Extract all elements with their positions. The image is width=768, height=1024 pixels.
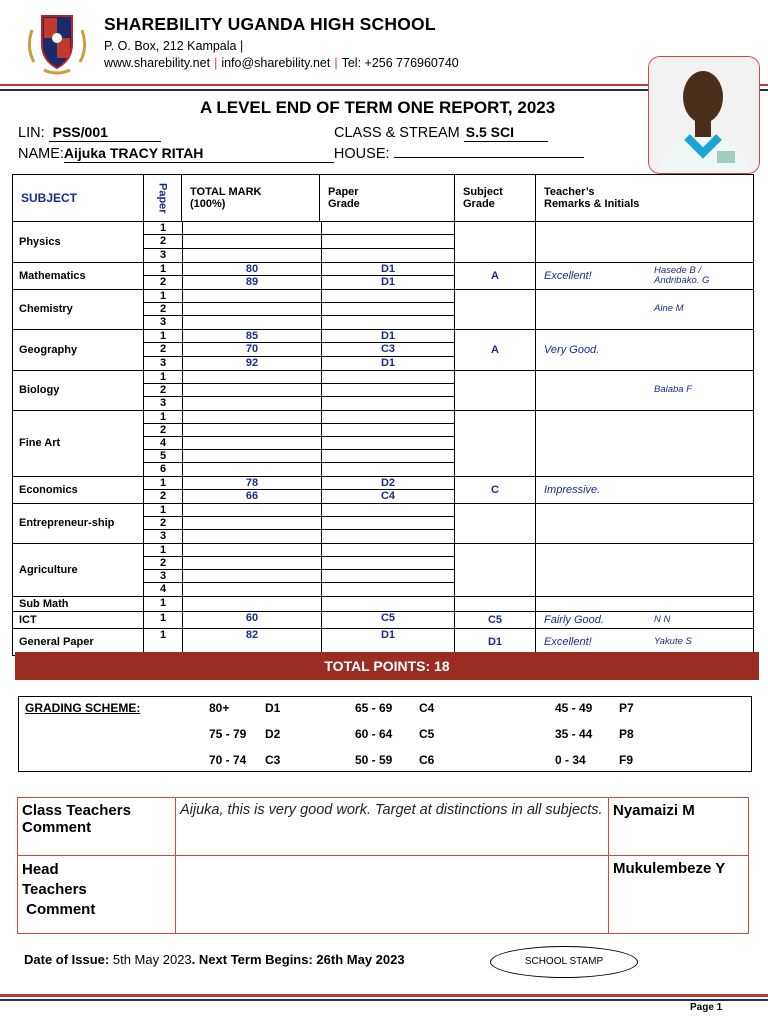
- subject-name: Entrepreneur-ship: [13, 503, 144, 543]
- page-number: Page 1: [690, 1002, 723, 1013]
- class-row: [334, 124, 548, 142]
- subject-name: Physics: [13, 222, 144, 263]
- class-teacher-comment: Aijuka, this is very good work. Target at distinctions in all subjects.: [176, 798, 609, 856]
- subject-grade: D1: [455, 628, 536, 655]
- paper-grade: [322, 450, 454, 462]
- paper-grade: C3: [380, 343, 396, 356]
- subject-row: [13, 543, 754, 596]
- teacher-initials: Balaba F: [654, 384, 693, 396]
- paper-grade: [322, 557, 454, 569]
- subject-grade: [455, 410, 536, 476]
- head-teacher-label-line2: Teachers: [22, 881, 87, 898]
- paper-number: 2: [159, 516, 167, 529]
- teacher-initials: Aine M: [654, 303, 684, 315]
- papers-cell: [144, 410, 455, 476]
- subject-row: [13, 222, 754, 263]
- subject-row: [13, 410, 754, 476]
- subject-grade-header-line2: Grade: [463, 198, 495, 210]
- subject-grade: [455, 370, 536, 410]
- paper-number: 2: [159, 343, 167, 356]
- subject-grade-header: [455, 175, 536, 222]
- paper-grade: [322, 517, 454, 529]
- paper-mark: [182, 597, 322, 611]
- grade-range: 65 - 69: [355, 701, 393, 715]
- head-teacher-label: [18, 856, 176, 934]
- paper-grade-header-line1: Paper: [328, 186, 359, 198]
- subject-header: SUBJECT: [13, 175, 144, 222]
- paper-row: [144, 263, 454, 276]
- paper-row: [144, 570, 454, 583]
- paper-grade: [322, 424, 454, 436]
- subject-grade: [455, 503, 536, 543]
- paper-number: 1: [159, 543, 167, 556]
- paper-row: [144, 504, 454, 517]
- paper-row: [144, 290, 454, 303]
- paper-mark: [182, 235, 322, 247]
- paper-grade: C5: [380, 611, 396, 624]
- report-title: A LEVEL END OF TERM ONE REPORT, 2023: [200, 98, 556, 117]
- paper-number: 1: [159, 596, 167, 609]
- remarks-header-line2: Remarks & Initials: [544, 198, 640, 210]
- paper-row: [144, 303, 454, 316]
- grade-code: D1: [265, 701, 281, 715]
- paper-number: 1: [159, 222, 167, 234]
- paper-number: 2: [159, 556, 167, 569]
- telephone: Tel: +256 776960740: [341, 56, 459, 70]
- grade-range: 70 - 74: [209, 753, 247, 767]
- paper-mark: 82: [182, 629, 322, 655]
- grade-code: P7: [619, 701, 634, 715]
- paper-row: [144, 583, 454, 596]
- total-points-bar: TOTAL POINTS: 18: [15, 652, 759, 680]
- lin-label: LIN:: [18, 125, 45, 141]
- paper-grade: [322, 570, 454, 582]
- paper-row: [144, 371, 454, 384]
- subject-row: [13, 476, 754, 503]
- subject-name: Economics: [13, 476, 144, 503]
- paper-mark: [182, 384, 322, 396]
- paper-number: 1: [159, 329, 167, 342]
- class-teacher-label: [18, 798, 176, 856]
- paper-number: 3: [159, 569, 167, 582]
- teacher-remark: Fairly Good.: [544, 613, 604, 626]
- paper-grade: [322, 530, 454, 543]
- paper-mark: [182, 463, 322, 476]
- paper-grade: [322, 303, 454, 315]
- paper-number: 2: [159, 302, 167, 315]
- paper-mark: 80: [182, 263, 322, 275]
- teacher-remark: Very Good.: [544, 343, 600, 356]
- paper-number: 2: [159, 489, 167, 502]
- paper-grade-header: [320, 175, 455, 222]
- school-address: P. O. Box, 212 Kampala |: [104, 39, 244, 53]
- paper-mark: 70: [182, 343, 322, 355]
- papers-cell: [144, 503, 455, 543]
- papers-cell: [144, 222, 455, 263]
- grade-code: C5: [419, 727, 435, 741]
- paper-mark: [182, 249, 322, 262]
- next-term: Next Term Begins: 26th May 2023: [198, 952, 405, 967]
- paper-row: [144, 544, 454, 557]
- teacher-remark-cell: [536, 611, 754, 628]
- paper-number: 1: [159, 410, 167, 423]
- teacher-remark-cell: [536, 370, 754, 410]
- paper-mark: [182, 504, 322, 516]
- teacher-initials: Hasede B / Andribako. G: [654, 264, 710, 286]
- subject-name: Geography: [13, 329, 144, 370]
- teacher-initials: Yakute S: [654, 635, 692, 647]
- comments-table: [17, 797, 749, 934]
- class-teacher-row: [18, 798, 749, 856]
- paper-grade: C4: [380, 489, 396, 502]
- grading-scheme-box: [18, 696, 752, 772]
- paper-mark: [182, 424, 322, 436]
- paper-mark: [182, 303, 322, 315]
- paper-mark: [182, 450, 322, 462]
- grade-code: D2: [265, 727, 281, 741]
- head-teacher-label-line1: Head: [22, 861, 59, 878]
- paper-number: 2: [159, 383, 167, 396]
- grade-range: 60 - 64: [355, 727, 393, 741]
- paper-row: [144, 357, 454, 370]
- paper-grade: [322, 371, 454, 383]
- paper-header: Paper: [156, 182, 169, 214]
- name-value-field: [64, 145, 334, 163]
- paper-grade: [322, 290, 454, 302]
- paper-number: 1: [159, 476, 167, 489]
- paper-grade: [322, 316, 454, 329]
- grade-range: 35 - 44: [555, 727, 593, 741]
- paper-grade: [322, 504, 454, 516]
- paper-number: 5: [159, 449, 167, 462]
- paper-number: 2: [159, 235, 167, 248]
- paper-number: 3: [159, 315, 167, 328]
- subject-grade: A: [455, 262, 536, 289]
- paper-mark: [182, 397, 322, 410]
- remarks-header-line1: Teacher’s: [544, 186, 595, 198]
- paper-mark: 85: [182, 330, 322, 342]
- paper-grade: D1: [380, 275, 396, 288]
- class-value: S.5 SCI: [465, 124, 514, 140]
- total-mark-header-line2: (100%): [190, 198, 226, 210]
- paper-mark: [182, 530, 322, 543]
- paper-row: [144, 612, 454, 628]
- grade-code: P8: [619, 727, 634, 741]
- paper-mark: [182, 371, 322, 383]
- paper-mark: 92: [182, 357, 322, 370]
- teacher-remark-cell: [536, 222, 754, 263]
- paper-number: 6: [159, 462, 167, 475]
- name-value: Aijuka TRACY RITAH: [63, 145, 204, 161]
- grade-range: 75 - 79: [209, 727, 247, 741]
- paper-number: 2: [159, 423, 167, 436]
- email: info@sharebility.net: [221, 56, 331, 70]
- paper-mark: 66: [182, 490, 322, 503]
- paper-number: 3: [159, 396, 167, 409]
- paper-row: [144, 477, 454, 490]
- school-name: SHAREBILITY UGANDA HIGH SCHOOL: [104, 14, 436, 34]
- paper-grade: [322, 235, 454, 247]
- subject-grade: C5: [455, 611, 536, 628]
- issue-date: 5th May 2023: [112, 952, 192, 967]
- grade-code: F9: [619, 753, 634, 767]
- paper-mark: [182, 557, 322, 569]
- subject-grade: [455, 596, 536, 611]
- class-value-field: [464, 124, 548, 142]
- paper-row: [144, 411, 454, 424]
- paper-mark: 78: [182, 477, 322, 489]
- subject-grade: [455, 222, 536, 263]
- subject-name: General Paper: [13, 628, 144, 655]
- paper-row: [144, 424, 454, 437]
- paper-mark: [182, 570, 322, 582]
- paper-mark: 60: [182, 612, 322, 628]
- papers-cell: [144, 370, 455, 410]
- school-stamp: SCHOOL STAMP: [490, 946, 638, 978]
- paper-grade: [322, 437, 454, 449]
- marks-table: [12, 174, 754, 656]
- paper-row: [144, 316, 454, 329]
- paper-mark: [182, 290, 322, 302]
- footer-rule-red: [0, 994, 768, 997]
- student-photo: [648, 56, 760, 174]
- total-mark-header-line1: TOTAL MARK: [190, 186, 262, 198]
- paper-grade: [322, 463, 454, 476]
- teacher-remark-cell: [536, 503, 754, 543]
- paper-grade: [322, 384, 454, 396]
- issue-line: Date of Issue: 5th May 2023. Next Term Begins: 26th May 2023: [24, 952, 405, 967]
- paper-mark: [182, 544, 322, 556]
- paper-number: 3: [159, 356, 167, 369]
- paper-number: 1: [159, 370, 167, 383]
- name-row: [18, 145, 584, 163]
- paper-row: [144, 530, 454, 543]
- subject-row: [13, 370, 754, 410]
- paper-number: 1: [159, 289, 167, 302]
- subject-row: [13, 596, 754, 611]
- class-teacher-label-line2: Comment: [22, 819, 92, 836]
- paper-row: [144, 463, 454, 476]
- paper-number: 3: [159, 529, 167, 542]
- table-header-row: [13, 175, 754, 222]
- paper-row: [144, 557, 454, 570]
- name-label: NAME:: [18, 146, 64, 162]
- papers-cell: [144, 596, 455, 611]
- paper-grade: [322, 249, 454, 262]
- paper-row: [144, 343, 454, 356]
- papers-cell: [144, 543, 455, 596]
- subject-grade-header-line1: Subject: [463, 186, 503, 198]
- teacher-remark-cell: [536, 543, 754, 596]
- head-teacher-label-line3: Comment: [22, 901, 96, 918]
- subject-row: [13, 503, 754, 543]
- subject-row: [13, 262, 754, 289]
- teacher-remark-cell: [536, 329, 754, 370]
- head-teacher-row: [18, 856, 749, 934]
- grade-range: 45 - 49: [555, 701, 593, 715]
- papers-cell: [144, 611, 455, 628]
- papers-cell: [144, 329, 455, 370]
- paper-grade: [322, 583, 454, 596]
- paper-row: [144, 517, 454, 530]
- paper-row: [144, 450, 454, 463]
- separator: |: [334, 56, 338, 70]
- website: www.sharebility.net: [104, 56, 211, 70]
- subject-name: Fine Art: [13, 410, 144, 476]
- issue-label: Date of Issue:: [24, 952, 110, 967]
- subject-row: [13, 329, 754, 370]
- paper-row: [144, 235, 454, 248]
- paper-grade: D1: [380, 262, 396, 275]
- paper-row: [144, 249, 454, 262]
- paper-row: [144, 490, 454, 503]
- class-teacher-name: Nyamaizi M: [609, 798, 749, 856]
- paper-grade-header-line2: Grade: [328, 198, 360, 210]
- paper-row: [144, 276, 454, 289]
- papers-cell: [144, 476, 455, 503]
- paper-row: [144, 397, 454, 410]
- class-teacher-label-line1: Class Teachers: [22, 802, 131, 819]
- paper-row: [144, 222, 454, 235]
- paper-grade: D2: [380, 476, 396, 489]
- total-mark-header: [182, 175, 320, 222]
- subject-row: [13, 611, 754, 628]
- subject-name: ICT: [13, 611, 144, 628]
- paper-number: 2: [159, 275, 167, 288]
- paper-mark: 89: [182, 276, 322, 289]
- paper-grade: [322, 597, 454, 611]
- teacher-initials: N N: [654, 613, 671, 625]
- remarks-header: [536, 175, 754, 222]
- paper-row: [144, 597, 454, 611]
- paper-number: 4: [159, 436, 167, 449]
- paper-number: 1: [159, 611, 167, 624]
- lin-row: [18, 124, 161, 142]
- lin-value-field: [49, 124, 161, 142]
- school-logo: [22, 10, 92, 80]
- paper-number: 4: [159, 582, 167, 595]
- teacher-remark: Impressive.: [544, 483, 601, 496]
- teacher-remark-cell: [536, 262, 754, 289]
- grading-scheme-label: GRADING SCHEME:: [25, 701, 141, 715]
- subject-name: Biology: [13, 370, 144, 410]
- teacher-remark-cell: [536, 596, 754, 611]
- paper-mark: [182, 222, 322, 234]
- grade-code: C3: [265, 753, 281, 767]
- paper-row: [144, 384, 454, 397]
- subject-name: Chemistry: [13, 289, 144, 329]
- paper-mark: [182, 411, 322, 423]
- grade-code: C6: [419, 753, 435, 767]
- paper-grade: [322, 397, 454, 410]
- subject-name: Sub Math: [13, 596, 144, 611]
- paper-grade: [322, 544, 454, 556]
- class-label: CLASS & STREAM: [334, 125, 460, 141]
- subject-grade: C: [455, 476, 536, 503]
- paper-grade: [322, 222, 454, 234]
- house-label: HOUSE:: [333, 146, 390, 162]
- paper-mark: [182, 517, 322, 529]
- subject-name: Mathematics: [13, 262, 144, 289]
- grade-range: 50 - 59: [355, 753, 393, 767]
- contact-line: [104, 56, 459, 70]
- teacher-remark-cell: [536, 289, 754, 329]
- paper-grade: [322, 411, 454, 423]
- subject-grade: [455, 543, 536, 596]
- subject-grade: [455, 289, 536, 329]
- subject-grade: A: [455, 329, 536, 370]
- separator: |: [214, 56, 218, 70]
- footer-rule-blue: [0, 999, 768, 1001]
- paper-grade: D1: [380, 628, 396, 641]
- grade-range: 80+: [209, 701, 230, 715]
- paper-number: 3: [159, 248, 167, 261]
- paper-grade: D1: [380, 329, 396, 342]
- paper-mark: [182, 583, 322, 596]
- papers-cell: [144, 262, 455, 289]
- subject-name: Agriculture: [13, 543, 144, 596]
- paper-header-cell: [144, 175, 182, 222]
- head-teacher-comment: [176, 856, 609, 934]
- papers-cell: [144, 289, 455, 329]
- paper-mark: [182, 437, 322, 449]
- paper-number: 1: [159, 503, 167, 516]
- house-value: [394, 157, 584, 158]
- teacher-remark-cell: [536, 476, 754, 503]
- teacher-remark-cell: [536, 410, 754, 476]
- grade-range: 0 - 34: [555, 753, 586, 767]
- grade-code: C4: [419, 701, 435, 715]
- subject-row: [13, 289, 754, 329]
- paper-grade: D1: [380, 356, 396, 369]
- paper-row: [144, 437, 454, 450]
- teacher-remark: Excellent!: [544, 635, 592, 648]
- paper-mark: [182, 316, 322, 329]
- teacher-remark: Excellent!: [544, 269, 592, 282]
- paper-number: 1: [159, 262, 167, 275]
- paper-row: [144, 330, 454, 343]
- lin-value: PSS/001: [52, 124, 108, 140]
- paper-number: 1: [159, 628, 167, 641]
- head-teacher-name: Mukulembeze Y: [609, 856, 749, 934]
